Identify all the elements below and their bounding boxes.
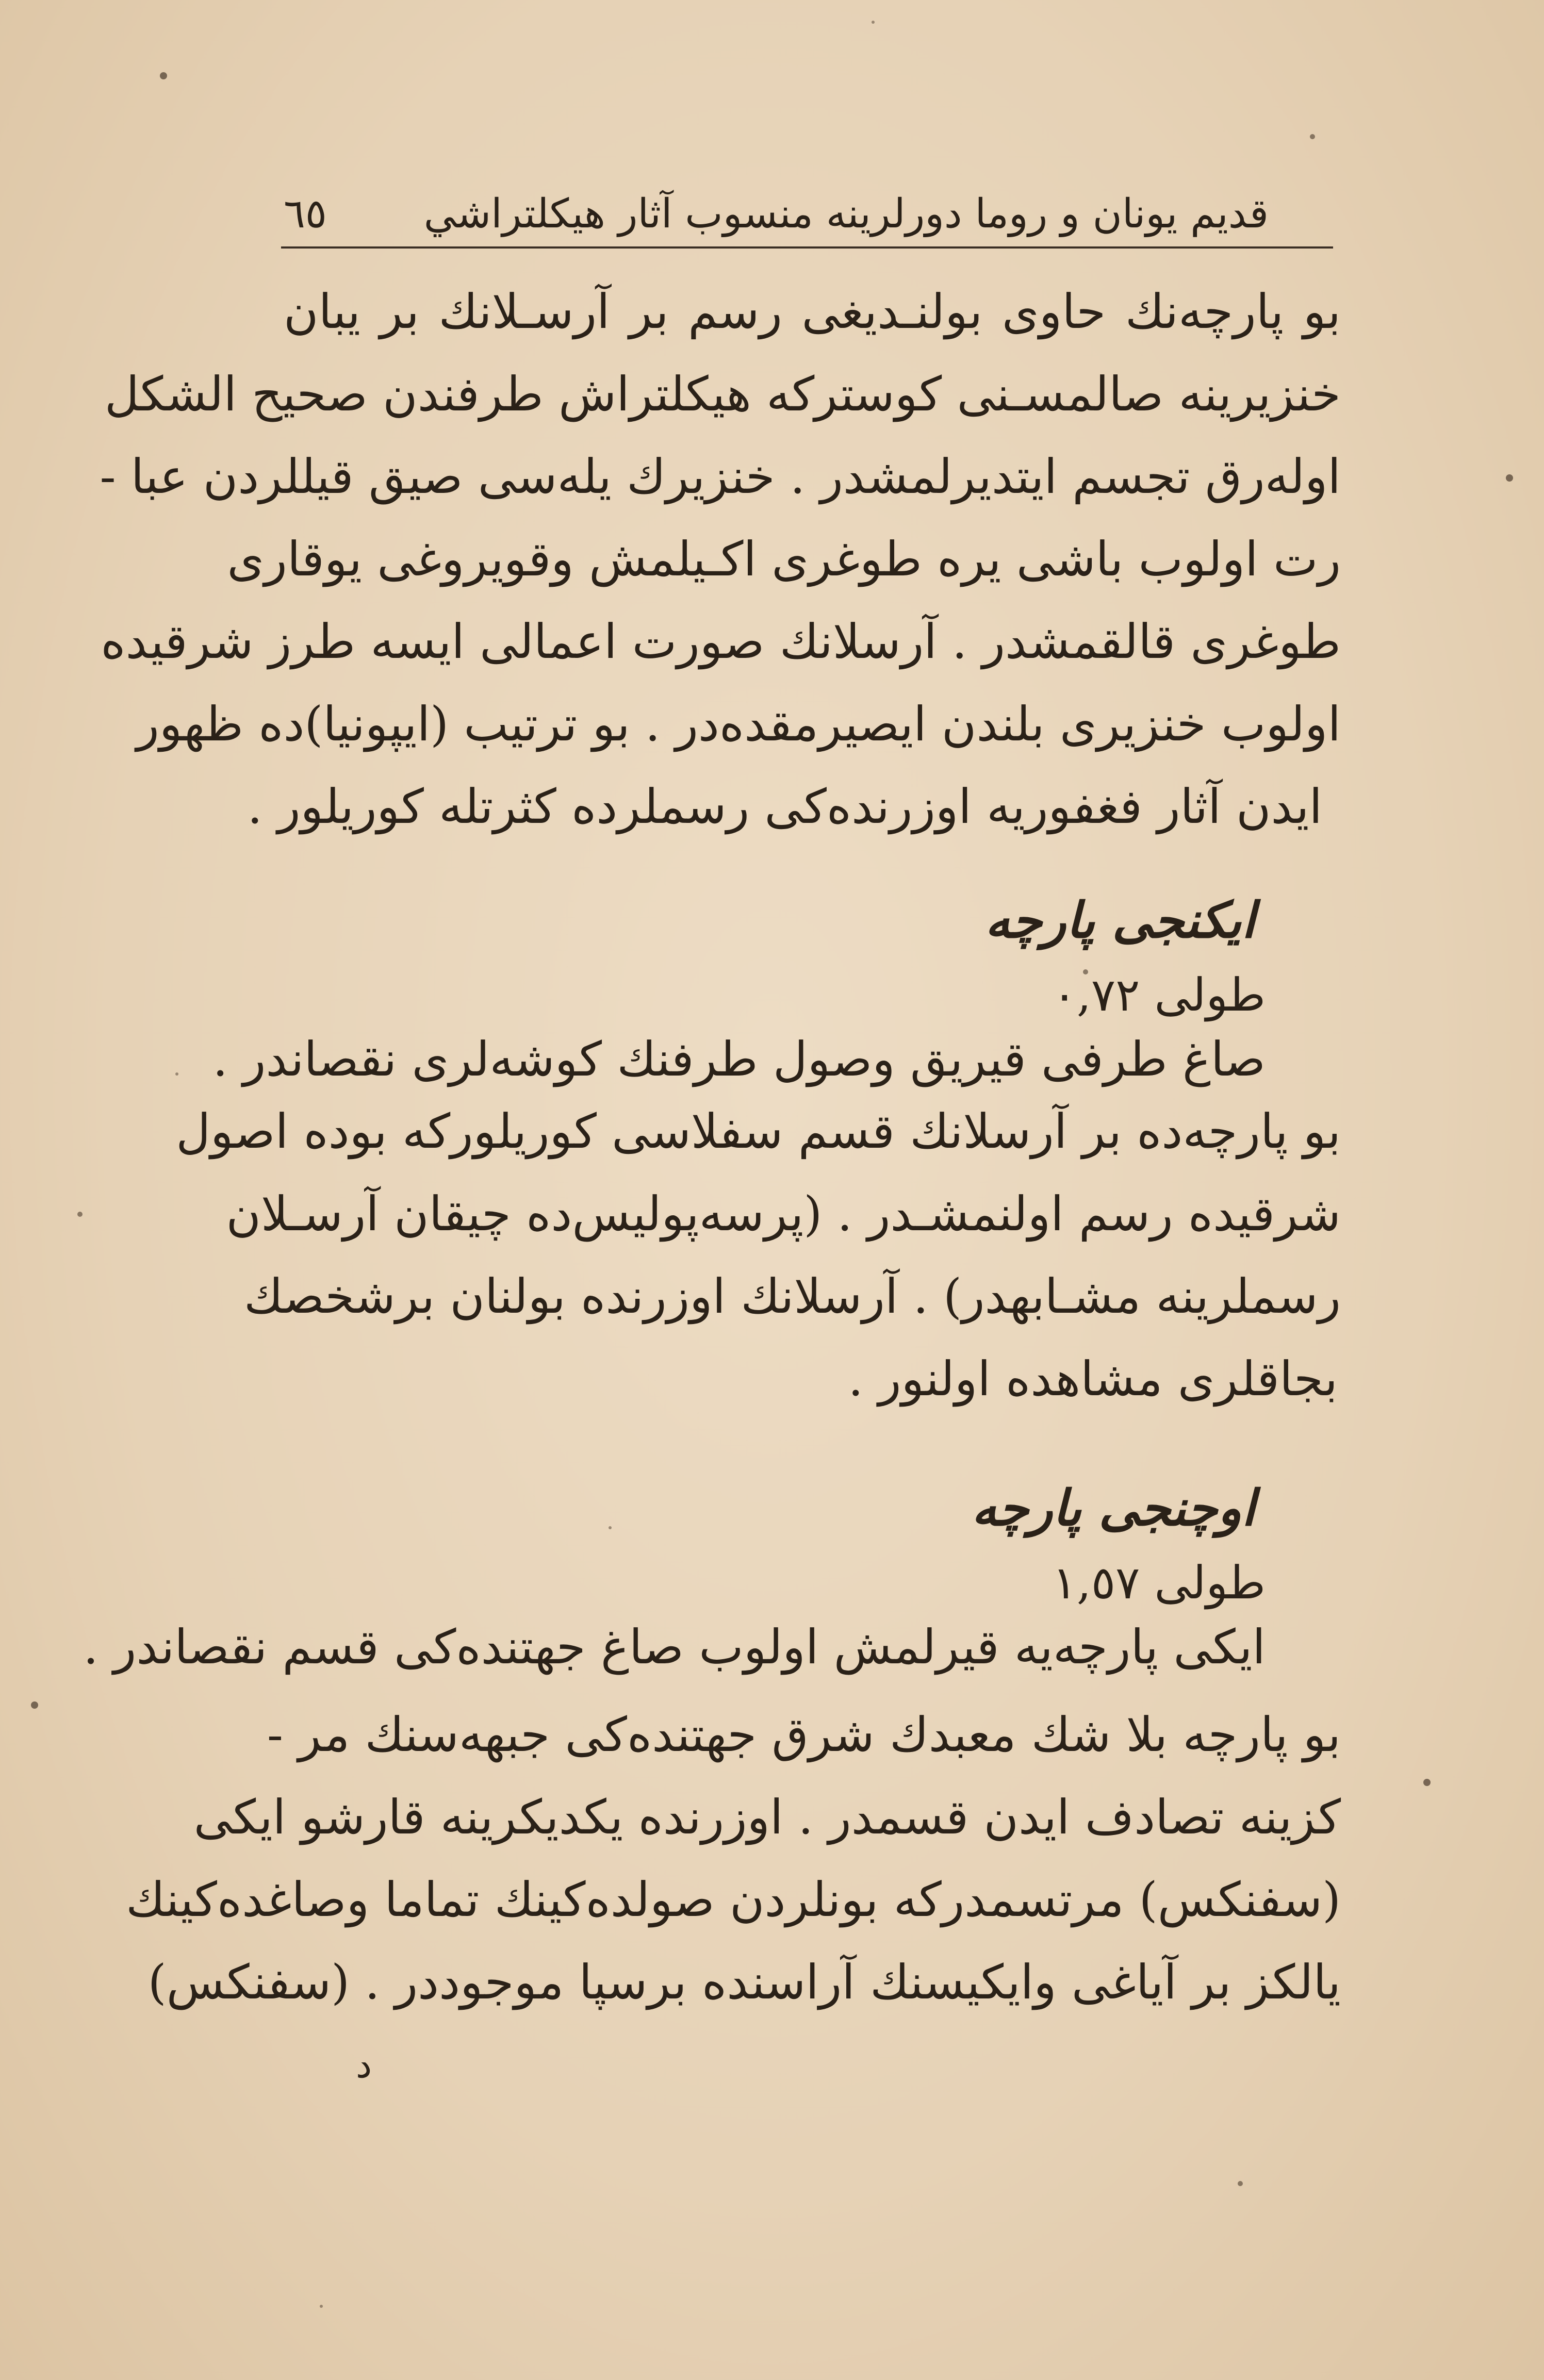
paragraph-line: كزينه تصادف ايدن قسمدر . اوزرنده يكديكرينه قارشو ايكى [193, 1790, 1341, 1845]
paragraph-line: طوغرى قالقمشدر . آرسلانك صورت اعمالى ايسه طرز شرقيده [101, 614, 1341, 669]
paragraph-line: يالكز بر آياغى وايكيسنك آراسنده برسپا موجوددر . (سفنكس) [147, 1955, 1341, 2010]
paper-speck [872, 21, 875, 24]
section-heading: اوچنجى پارچه [972, 1479, 1255, 1537]
paper-speck [320, 2305, 323, 2308]
paper-speck [1423, 1779, 1431, 1786]
paper-speck [77, 1212, 83, 1217]
paragraph-line: رسملرينه مشـابهدر) . آرسلانك اوزرنده بولنان برشخصك [243, 1269, 1341, 1324]
length-label: طولى ١,٥٧ [1052, 1556, 1266, 1609]
paragraph-line: بو پارچه‌ده بر آرسلانك قسم سفلاسى كوريلوركه بوده اصول [176, 1104, 1341, 1159]
paragraph-line: ايدن آثار فغفوريه اوزرنده‌كى رسملرده كثرتله كوريلور . [247, 779, 1322, 834]
paragraph-line: بو پارچه بلا شك معبدك شرق جهتنده‌كى جبهه‌سنك مر - [267, 1707, 1341, 1762]
header-title: قديم يونان و روما دورلرينه منسوب آثار هيكلتراشي [423, 191, 1269, 237]
paragraph-line: بو پارچه‌نك حاوى بولنـديغى رسم بر آرسـلانك بر يبان [284, 284, 1341, 339]
paper-speck [1238, 2181, 1243, 2186]
page-number: ٦٥ [284, 191, 327, 237]
paper-speck [160, 72, 167, 79]
paper-speck [31, 1701, 38, 1709]
paragraph-line: خنزيرينه صالمسـنى كوستركه هيكلتراش طرفندن صحيح الشكل [104, 367, 1341, 422]
signature-mark: د [356, 2044, 372, 2086]
length-label: طولى ۰,۷۲ [1052, 968, 1266, 1021]
paper-speck [1310, 134, 1315, 139]
paper-speck [1506, 474, 1513, 482]
paragraph-line: رت اولوب باشى يره طوغرى اكـيلمش وقويروغى يوقارى [227, 532, 1341, 587]
note-line: صاغ طرفى قيريق وصول طرفنك كوشه‌لرى نقصاندر . [212, 1032, 1266, 1087]
header-rule [281, 246, 1333, 249]
paragraph-line: (سفنكس) مرتسمدركه بونلردن صولده‌كينك تماما وصاغده‌كينك [126, 1872, 1341, 1927]
running-header [284, 186, 1269, 242]
paragraph-line: بجاقلرى مشاهده اولنور . [848, 1351, 1338, 1407]
section-heading: ايكنجى پارچه [985, 891, 1255, 949]
note-line: ايكى پارچه‌يه قيرلمش اولوب صاغ جهتنده‌كى قسم نقصاندر . [83, 1619, 1266, 1675]
paper-speck [609, 1526, 612, 1529]
paragraph-line: اوله‌رق تجسم ايتديرلمشدر . خنزيرك يله‌سى صيق قيللردن عبا - [100, 449, 1341, 504]
paragraph-line: شرقيده رسم اولنمشـدر . (پرسه‌پوليس‌ده چيقان آرسـلان [226, 1186, 1341, 1242]
paper-speck [175, 1072, 178, 1076]
paragraph-line: اولوب خنزيرى بلندن ايصيرمقده‌در . بو ترتيب (ايپونيا)ده ظهور [136, 697, 1341, 752]
